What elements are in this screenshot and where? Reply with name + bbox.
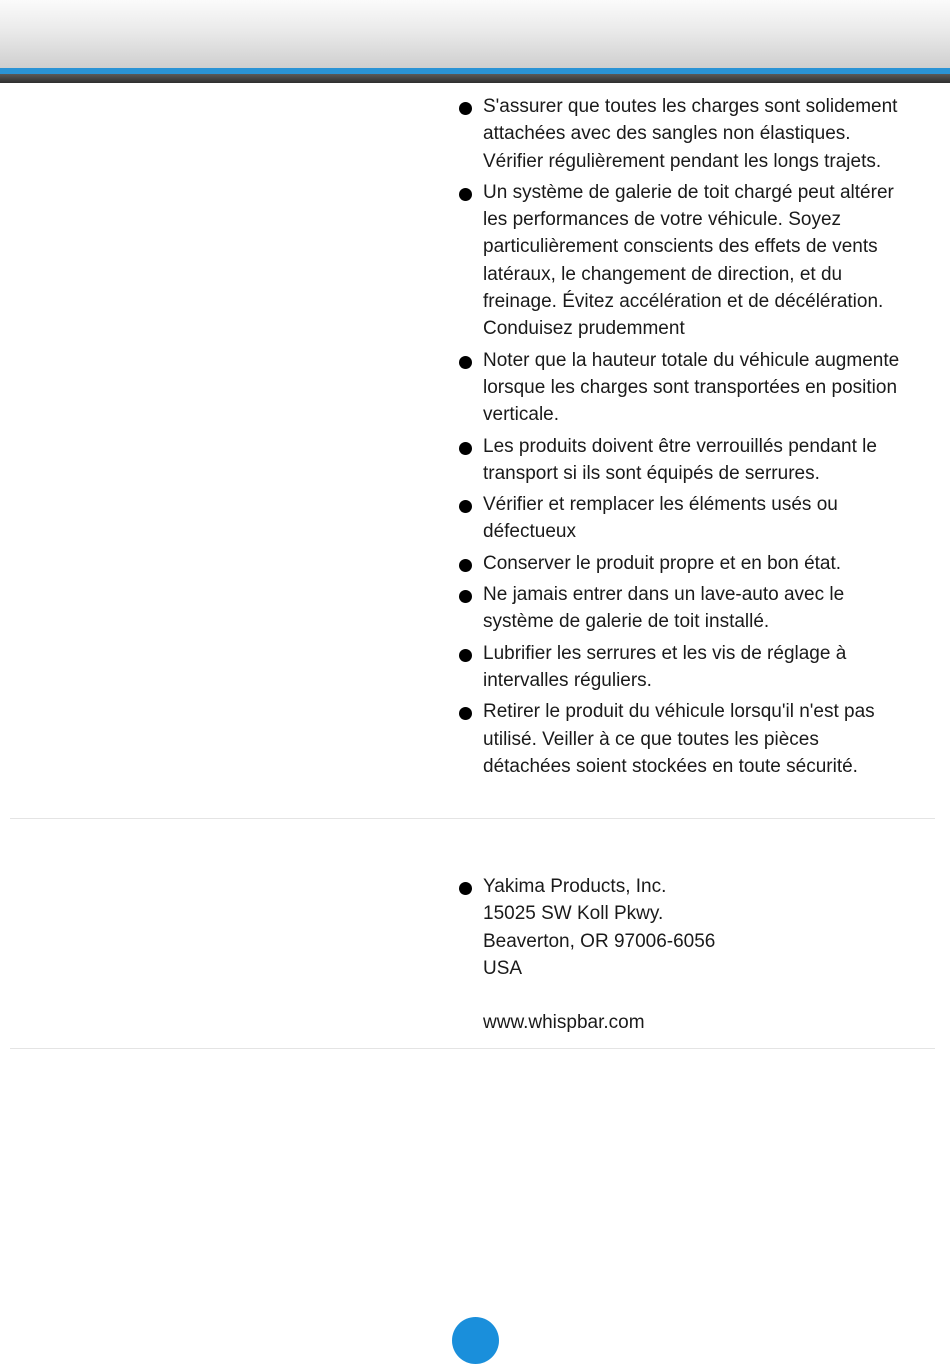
section-divider xyxy=(10,818,935,819)
safety-item xyxy=(458,698,908,780)
safety-item xyxy=(458,640,908,695)
contact-address xyxy=(458,873,908,1037)
bullet-icon xyxy=(459,442,472,455)
safety-item-text: Retirer le produit du véhicule lorsqu'il n'est pas utilisé. Veiller à ce que toutes les pièces détachées soient stockées en toute sécurité. xyxy=(483,701,875,777)
street-address: 15025 SW Koll Pkwy. xyxy=(483,903,664,925)
header-band xyxy=(0,0,950,68)
bullet-icon xyxy=(459,649,472,662)
page-indicator-dot xyxy=(452,1317,499,1364)
bullet-icon xyxy=(459,500,472,513)
bullet-icon xyxy=(459,882,472,895)
bullet-icon xyxy=(459,356,472,369)
safety-item xyxy=(458,179,908,343)
safety-item-text: Conserver le produit propre et en bon état. xyxy=(483,552,842,574)
safety-item xyxy=(458,93,908,175)
bullet-icon xyxy=(459,590,472,603)
safety-item xyxy=(458,347,908,429)
safety-item-text: Un système de galerie de toit chargé peut altérer les performances de votre véhicule. Soyez particulièrement conscients des effets de vents latéraux, le changement de direction, et du freinage. Évitez accélération et de décélération. Conduisez prudemment xyxy=(483,181,894,340)
header-dark-stripe xyxy=(0,74,950,83)
contact-block xyxy=(458,873,908,1041)
bullet-icon xyxy=(459,707,472,720)
safety-item-text: Les produits doivent être verrouillés pendant le transport si ils sont équipés de serrures. xyxy=(483,435,877,484)
safety-item xyxy=(458,581,908,636)
company-name: Yakima Products, Inc. xyxy=(483,876,667,897)
address-spacer xyxy=(483,982,908,1009)
safety-item xyxy=(458,550,908,577)
safety-item-text: S'assurer que toutes les charges sont solidement attachées avec des sangles non élastiques. Vérifier régulièrement pendant les longs trajets. xyxy=(483,96,898,172)
safety-item xyxy=(458,491,908,546)
safety-item-text: Ne jamais entrer dans un lave-auto avec le système de galerie de toit installé. xyxy=(483,584,845,633)
bullet-icon xyxy=(459,559,472,572)
bullet-icon xyxy=(459,188,472,201)
safety-list xyxy=(458,93,908,784)
safety-item-text: Vérifier et remplacer les éléments usés ou défectueux xyxy=(483,494,838,543)
city-state-zip: Beaverton, OR 97006-6056 xyxy=(483,930,716,952)
bullet-icon xyxy=(459,102,472,115)
safety-item-text: Noter que la hauteur totale du véhicule augmente lorsque les charges sont transportées en position verticale. xyxy=(483,349,900,426)
country: USA xyxy=(483,957,523,979)
website-link[interactable]: www.whispbar.com xyxy=(483,1012,645,1034)
section-divider xyxy=(10,1048,935,1049)
safety-item-text: Lubrifier les serrures et les vis de réglage à intervalles réguliers. xyxy=(483,642,847,691)
safety-item xyxy=(458,433,908,488)
